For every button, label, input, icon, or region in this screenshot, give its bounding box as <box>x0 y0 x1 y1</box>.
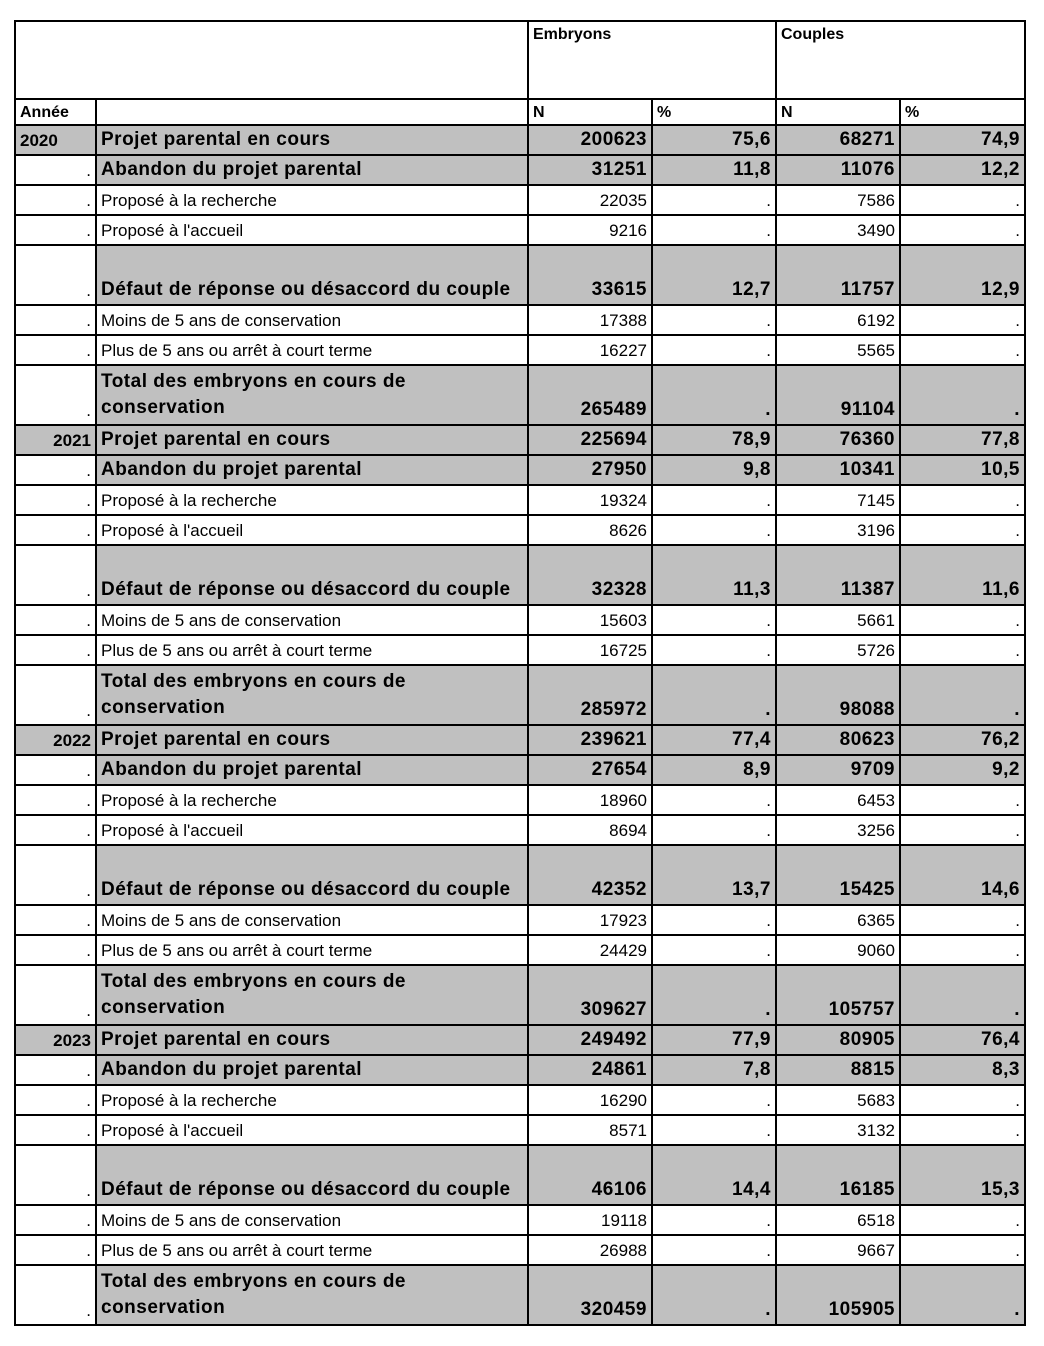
couples-pct-cell: . <box>900 485 1025 515</box>
year-cell: . <box>15 965 96 1025</box>
embryons-pct-cell: . <box>652 335 776 365</box>
row-label: Projet parental en cours <box>96 1025 528 1055</box>
couples-n-cell: 9060 <box>776 935 900 965</box>
header-group-row <box>15 21 1025 99</box>
year-cell: . <box>15 365 96 425</box>
embryons-n-cell: 19324 <box>528 485 652 515</box>
table-row <box>15 1085 1025 1115</box>
embryons-n-cell: 8626 <box>528 515 652 545</box>
year-cell: . <box>15 1235 96 1265</box>
year-cell: . <box>15 635 96 665</box>
embryons-n-cell: 309627 <box>528 965 652 1025</box>
table-row <box>15 1025 1025 1055</box>
embryons-pct-cell: 11,3 <box>652 545 776 605</box>
embryons-n-cell: 265489 <box>528 365 652 425</box>
table-row <box>15 665 1025 725</box>
embryons-n-cell: 9216 <box>528 215 652 245</box>
row-label: Proposé à la recherche <box>96 785 528 815</box>
year-cell: . <box>15 1265 96 1325</box>
embryons-pct-cell: 77,9 <box>652 1025 776 1055</box>
row-label: Moins de 5 ans de conservation <box>96 905 528 935</box>
year-cell: . <box>15 605 96 635</box>
couples-pct-cell: 12,9 <box>900 245 1025 305</box>
embryons-pct-cell: . <box>652 635 776 665</box>
couples-pct-cell: . <box>900 335 1025 365</box>
couples-pct-cell: . <box>900 1115 1025 1145</box>
table-row <box>15 365 1025 425</box>
couples-n-cell: 3490 <box>776 215 900 245</box>
couples-n-cell: 98088 <box>776 665 900 725</box>
embryons-pct-cell: . <box>652 605 776 635</box>
embryons-n-cell: 225694 <box>528 425 652 455</box>
couples-n-cell: 76360 <box>776 425 900 455</box>
table-row <box>15 785 1025 815</box>
embryons-pct-cell: . <box>652 905 776 935</box>
header-couples-pct: % <box>900 99 1025 125</box>
row-label: Proposé à la recherche <box>96 185 528 215</box>
embryons-n-cell: 27950 <box>528 455 652 485</box>
year-cell: . <box>15 155 96 185</box>
row-label: Plus de 5 ans ou arrêt à court terme <box>96 635 528 665</box>
row-label: Projet parental en cours <box>96 125 528 155</box>
row-label: Total des embryons en cours de conservation <box>96 965 528 1025</box>
table-row <box>15 905 1025 935</box>
row-label: Moins de 5 ans de conservation <box>96 1205 528 1235</box>
couples-pct-cell: . <box>900 1205 1025 1235</box>
table-row <box>15 215 1025 245</box>
year-cell: . <box>15 455 96 485</box>
table-row <box>15 335 1025 365</box>
embryons-n-cell: 27654 <box>528 755 652 785</box>
couples-n-cell: 6453 <box>776 785 900 815</box>
year-cell: . <box>15 665 96 725</box>
year-cell: . <box>15 845 96 905</box>
row-label: Abandon du projet parental <box>96 755 528 785</box>
couples-n-cell: 3256 <box>776 815 900 845</box>
row-label: Abandon du projet parental <box>96 455 528 485</box>
couples-pct-cell: . <box>900 365 1025 425</box>
embryons-pct-cell: . <box>652 305 776 335</box>
header-annee: Année <box>15 99 96 125</box>
couples-pct-cell: 11,6 <box>900 545 1025 605</box>
table-row <box>15 155 1025 185</box>
couples-n-cell: 11076 <box>776 155 900 185</box>
embryons-pct-cell: . <box>652 215 776 245</box>
embryons-n-cell: 19118 <box>528 1205 652 1235</box>
header-couples: Couples <box>776 21 1025 99</box>
embryons-pct-cell: 12,7 <box>652 245 776 305</box>
couples-pct-cell: 76,4 <box>900 1025 1025 1055</box>
embryons-pct-cell: 8,9 <box>652 755 776 785</box>
couples-pct-cell: . <box>900 785 1025 815</box>
couples-n-cell: 80623 <box>776 725 900 755</box>
year-cell: . <box>15 245 96 305</box>
embryons-n-cell: 18960 <box>528 785 652 815</box>
couples-pct-cell: . <box>900 215 1025 245</box>
row-label: Défaut de réponse ou désaccord du couple <box>96 845 528 905</box>
row-label: Proposé à l'accueil <box>96 815 528 845</box>
year-cell: . <box>15 1055 96 1085</box>
embryons-n-cell: 26988 <box>528 1235 652 1265</box>
couples-n-cell: 105757 <box>776 965 900 1025</box>
row-label: Plus de 5 ans ou arrêt à court terme <box>96 335 528 365</box>
couples-n-cell: 15425 <box>776 845 900 905</box>
couples-pct-cell: 77,8 <box>900 425 1025 455</box>
table-row <box>15 755 1025 785</box>
embryons-n-cell: 16227 <box>528 335 652 365</box>
embryons-n-cell: 8694 <box>528 815 652 845</box>
table-row <box>15 245 1025 305</box>
row-label: Proposé à la recherche <box>96 1085 528 1115</box>
year-cell: . <box>15 755 96 785</box>
couples-n-cell: 9709 <box>776 755 900 785</box>
row-label: Plus de 5 ans ou arrêt à court terme <box>96 935 528 965</box>
row-label: Défaut de réponse ou désaccord du couple <box>96 545 528 605</box>
couples-pct-cell: 9,2 <box>900 755 1025 785</box>
row-label: Moins de 5 ans de conservation <box>96 305 528 335</box>
year-cell: . <box>15 815 96 845</box>
embryons-n-cell: 15603 <box>528 605 652 635</box>
embryons-n-cell: 22035 <box>528 185 652 215</box>
embryons-pct-cell: . <box>652 785 776 815</box>
couples-n-cell: 7145 <box>776 485 900 515</box>
couples-n-cell: 91104 <box>776 365 900 425</box>
couples-n-cell: 16185 <box>776 1145 900 1205</box>
table-row <box>15 965 1025 1025</box>
row-label: Projet parental en cours <box>96 425 528 455</box>
embryons-pct-cell: . <box>652 1265 776 1325</box>
couples-pct-cell: 76,2 <box>900 725 1025 755</box>
couples-pct-cell: . <box>900 605 1025 635</box>
couples-n-cell: 105905 <box>776 1265 900 1325</box>
header-couples-n: N <box>776 99 900 125</box>
row-label: Proposé à l'accueil <box>96 515 528 545</box>
embryons-pct-cell: . <box>652 365 776 425</box>
table-row <box>15 1145 1025 1205</box>
embryons-pct-cell: . <box>652 815 776 845</box>
table-row <box>15 815 1025 845</box>
year-cell: . <box>15 185 96 215</box>
embryons-pct-cell: 14,4 <box>652 1145 776 1205</box>
header-embryons-pct: % <box>652 99 776 125</box>
embryons-n-cell: 46106 <box>528 1145 652 1205</box>
embryons-pct-cell: . <box>652 1235 776 1265</box>
row-label: Total des embryons en cours de conservation <box>96 665 528 725</box>
embryons-pct-cell: 7,8 <box>652 1055 776 1085</box>
couples-pct-cell: 10,5 <box>900 455 1025 485</box>
header-corner-cell <box>15 21 528 99</box>
embryons-pct-cell: 9,8 <box>652 455 776 485</box>
embryons-n-cell: 24429 <box>528 935 652 965</box>
couples-n-cell: 6365 <box>776 905 900 935</box>
row-label: Total des embryons en cours de conservation <box>96 365 528 425</box>
embryo-conservation-table <box>14 20 1026 1326</box>
couples-n-cell: 5661 <box>776 605 900 635</box>
couples-n-cell: 80905 <box>776 1025 900 1055</box>
embryons-n-cell: 42352 <box>528 845 652 905</box>
couples-n-cell: 6192 <box>776 305 900 335</box>
year-cell: 2021 <box>15 425 96 455</box>
year-cell: . <box>15 305 96 335</box>
row-label: Plus de 5 ans ou arrêt à court terme <box>96 1235 528 1265</box>
embryons-n-cell: 249492 <box>528 1025 652 1055</box>
couples-pct-cell: . <box>900 665 1025 725</box>
table-row <box>15 1055 1025 1085</box>
embryons-pct-cell: 78,9 <box>652 425 776 455</box>
embryons-pct-cell: . <box>652 515 776 545</box>
row-label: Proposé à l'accueil <box>96 1115 528 1145</box>
couples-pct-cell: . <box>900 305 1025 335</box>
couples-n-cell: 3132 <box>776 1115 900 1145</box>
year-cell: . <box>15 1205 96 1235</box>
couples-n-cell: 11757 <box>776 245 900 305</box>
couples-n-cell: 11387 <box>776 545 900 605</box>
couples-pct-cell: 14,6 <box>900 845 1025 905</box>
embryons-n-cell: 33615 <box>528 245 652 305</box>
embryons-n-cell: 320459 <box>528 1265 652 1325</box>
table-row <box>15 1235 1025 1265</box>
year-cell: . <box>15 215 96 245</box>
couples-pct-cell: . <box>900 905 1025 935</box>
table-row <box>15 605 1025 635</box>
row-label: Abandon du projet parental <box>96 1055 528 1085</box>
table-row <box>15 935 1025 965</box>
embryons-n-cell: 32328 <box>528 545 652 605</box>
year-cell: 2022 <box>15 725 96 755</box>
year-cell: . <box>15 905 96 935</box>
table-row <box>15 1115 1025 1145</box>
year-cell: . <box>15 1145 96 1205</box>
couples-pct-cell: . <box>900 1265 1025 1325</box>
embryons-n-cell: 24861 <box>528 1055 652 1085</box>
row-label: Moins de 5 ans de conservation <box>96 605 528 635</box>
couples-pct-cell: . <box>900 515 1025 545</box>
embryons-pct-cell: . <box>652 1115 776 1145</box>
embryons-n-cell: 200623 <box>528 125 652 155</box>
couples-pct-cell: 12,2 <box>900 155 1025 185</box>
table-row <box>15 515 1025 545</box>
year-cell: . <box>15 785 96 815</box>
embryons-pct-cell: 77,4 <box>652 725 776 755</box>
embryons-pct-cell: . <box>652 485 776 515</box>
embryons-n-cell: 31251 <box>528 155 652 185</box>
embryons-n-cell: 285972 <box>528 665 652 725</box>
table-row <box>15 185 1025 215</box>
table-row <box>15 545 1025 605</box>
table-row <box>15 125 1025 155</box>
couples-n-cell: 10341 <box>776 455 900 485</box>
table-row <box>15 485 1025 515</box>
row-label: Total des embryons en cours de conservation <box>96 1265 528 1325</box>
couples-pct-cell: 8,3 <box>900 1055 1025 1085</box>
row-label: Défaut de réponse ou désaccord du couple <box>96 245 528 305</box>
embryons-n-cell: 8571 <box>528 1115 652 1145</box>
year-cell: . <box>15 485 96 515</box>
table-row <box>15 725 1025 755</box>
table-row <box>15 455 1025 485</box>
couples-pct-cell: . <box>900 635 1025 665</box>
table-row <box>15 845 1025 905</box>
table-row <box>15 305 1025 335</box>
header-embryons: Embryons <box>528 21 776 99</box>
couples-n-cell: 3196 <box>776 515 900 545</box>
couples-n-cell: 9667 <box>776 1235 900 1265</box>
embryons-pct-cell: . <box>652 665 776 725</box>
couples-pct-cell: . <box>900 1085 1025 1115</box>
couples-pct-cell: . <box>900 935 1025 965</box>
row-label: Proposé à l'accueil <box>96 215 528 245</box>
embryons-pct-cell: 11,8 <box>652 155 776 185</box>
couples-n-cell: 5726 <box>776 635 900 665</box>
embryons-pct-cell: . <box>652 1085 776 1115</box>
embryons-n-cell: 17388 <box>528 305 652 335</box>
header-column-row <box>15 99 1025 125</box>
couples-pct-cell: . <box>900 1235 1025 1265</box>
couples-n-cell: 6518 <box>776 1205 900 1235</box>
embryons-pct-cell: . <box>652 935 776 965</box>
couples-pct-cell: 15,3 <box>900 1145 1025 1205</box>
couples-pct-cell: 74,9 <box>900 125 1025 155</box>
header-embryons-n: N <box>528 99 652 125</box>
year-cell: 2020 <box>15 125 96 155</box>
year-cell: 2023 <box>15 1025 96 1055</box>
row-label: Abandon du projet parental <box>96 155 528 185</box>
couples-pct-cell: . <box>900 965 1025 1025</box>
row-label: Défaut de réponse ou désaccord du couple <box>96 1145 528 1205</box>
couples-n-cell: 5565 <box>776 335 900 365</box>
embryons-n-cell: 16290 <box>528 1085 652 1115</box>
year-cell: . <box>15 1115 96 1145</box>
header-label <box>96 99 528 125</box>
table-row <box>15 1265 1025 1325</box>
year-cell: . <box>15 935 96 965</box>
year-cell: . <box>15 515 96 545</box>
couples-n-cell: 8815 <box>776 1055 900 1085</box>
embryons-n-cell: 239621 <box>528 725 652 755</box>
row-label: Projet parental en cours <box>96 725 528 755</box>
year-cell: . <box>15 545 96 605</box>
year-cell: . <box>15 1085 96 1115</box>
row-label: Proposé à la recherche <box>96 485 528 515</box>
embryons-pct-cell: . <box>652 185 776 215</box>
couples-pct-cell: . <box>900 815 1025 845</box>
year-cell: . <box>15 335 96 365</box>
embryons-n-cell: 17923 <box>528 905 652 935</box>
couples-n-cell: 5683 <box>776 1085 900 1115</box>
embryons-pct-cell: . <box>652 965 776 1025</box>
table-row <box>15 425 1025 455</box>
table-row <box>15 1205 1025 1235</box>
table-row <box>15 635 1025 665</box>
embryons-pct-cell: . <box>652 1205 776 1235</box>
couples-n-cell: 68271 <box>776 125 900 155</box>
couples-n-cell: 7586 <box>776 185 900 215</box>
embryons-n-cell: 16725 <box>528 635 652 665</box>
couples-pct-cell: . <box>900 185 1025 215</box>
embryons-pct-cell: 13,7 <box>652 845 776 905</box>
embryons-pct-cell: 75,6 <box>652 125 776 155</box>
